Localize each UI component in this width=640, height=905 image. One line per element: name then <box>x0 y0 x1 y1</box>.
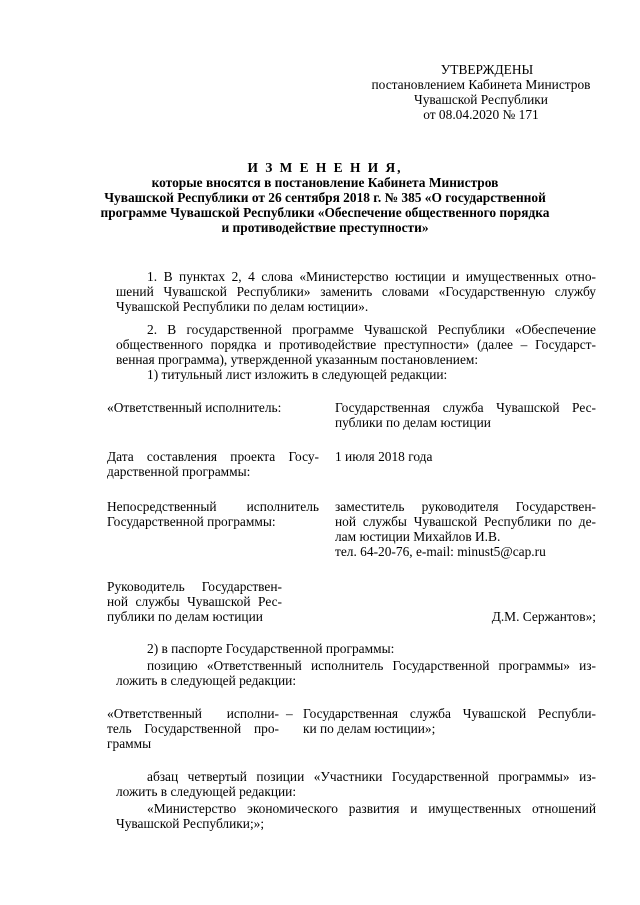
text-line: «Министерство экономического развития и имущественных отношений <box>147 801 596 816</box>
cell-text: ки по делам юстиции»; <box>303 721 436 736</box>
table1-r2-left <box>107 449 319 479</box>
approval-line: постановлением Кабинета Министров <box>371 77 591 92</box>
title-line: и противодействие преступности» <box>221 220 429 235</box>
text-line: 2. В государственной программе Чувашской Республики «Обеспечение <box>147 322 596 337</box>
paragraph-2-item <box>147 367 447 382</box>
text-line: ложить в следующей редакции: <box>116 673 297 688</box>
approval-line: Чувашской Республики <box>414 92 548 107</box>
table2-right <box>303 706 596 736</box>
cell-text: ной службы Чувашской Рес- <box>107 594 282 609</box>
text-line: общественного порядка и противодействие преступности» (далее – Государст- <box>116 337 596 352</box>
cell-text: тель Государственной про- <box>107 721 279 736</box>
paragraph-5-cont <box>116 816 596 831</box>
table2-left <box>107 706 279 751</box>
cell-text: лам юстиции Михайлов И.В. <box>335 529 501 544</box>
text-line: ложить в следующей редакции: <box>116 784 297 799</box>
approval-date: от 08.04.2020 № 171 <box>423 107 539 122</box>
text-line: 1. В пунктах 2, 4 слова «Министерство юстиции и имущественных отно- <box>147 269 596 284</box>
cell-text: Дата составления проекта Госу- <box>107 449 319 464</box>
paragraph-2-first <box>147 322 596 337</box>
approval-block <box>356 62 606 122</box>
table1-r3-right <box>335 499 596 559</box>
document-title <box>60 160 590 235</box>
cell-text: Государственной программы: <box>107 514 276 529</box>
title-line: Чувашской Республики от 26 сентября 2018 г. № 385 «О государственной <box>104 190 546 205</box>
cell-text: Государственная служба Чувашской Республи- <box>303 706 596 721</box>
text-line: позицию «Ответственный исполнитель Государственной программы» из- <box>147 658 596 673</box>
cell-text: 1 июля 2018 года <box>335 449 433 464</box>
cell-text: тел. 64-20-76, e-mail: minust5@cap.ru <box>335 544 546 559</box>
cell-text: – <box>286 706 293 721</box>
paragraph-2 <box>116 337 596 367</box>
cell-text: граммы <box>107 736 152 751</box>
cell-text: Непосредственный исполнитель <box>107 499 319 514</box>
table1-r1-left <box>107 400 317 415</box>
table1-r3-left <box>107 499 319 529</box>
paragraph-3-cont <box>116 673 596 688</box>
text-line: 2) в паспорте Государственной программы: <box>147 641 395 656</box>
cell-text: Государственная служба Чувашской Рес- <box>335 400 596 415</box>
text-line: венная программа), утвержденной указанным постановлением: <box>116 352 479 367</box>
title-line: которые вносятся в постановление Кабинета Министров <box>151 175 499 190</box>
paragraph-3-item <box>147 641 394 656</box>
text-line: 1) титульный лист изложить в следующей редакции: <box>147 367 448 382</box>
paragraph-4 <box>147 769 596 784</box>
text-line: Чувашской Республики;»; <box>116 816 265 831</box>
table1-r2-right <box>335 449 596 464</box>
paragraph-1 <box>116 284 596 314</box>
paragraph-5 <box>147 801 596 816</box>
title-line: программе Чувашской Республики «Обеспечение общественного порядка <box>100 205 550 220</box>
cell-text: ной службы Чувашской Республики по де- <box>335 514 596 529</box>
cell-text: «Ответственный исполни- <box>107 706 279 721</box>
cell-text: дарственной программы: <box>107 464 251 479</box>
cell-text: публики по делам юстиции <box>335 415 491 430</box>
paragraph-3 <box>147 658 596 673</box>
table2-dash <box>286 706 293 721</box>
signature-position <box>107 579 282 624</box>
paragraph-1-first <box>147 269 596 284</box>
cell-text: «Ответственный исполнитель: <box>107 400 282 415</box>
text-line: Чувашской Республики по делам юстиции». <box>116 299 369 314</box>
paragraph-4-cont <box>116 784 596 799</box>
cell-text: Руководитель Государствен- <box>107 579 282 594</box>
signature-name <box>470 609 596 624</box>
approval-heading: УТВЕРЖДЕНЫ <box>440 62 534 77</box>
table1-r1-right <box>335 400 596 430</box>
cell-text: публики по делам юстиции <box>107 609 263 624</box>
text-line: абзац четвертый позиции «Участники Государственной программы» из- <box>147 769 596 784</box>
text-line: шений Чувашской Республики» заменить словами «Государственную службу <box>116 284 596 299</box>
cell-text: Д.М. Сержантов»; <box>491 609 596 624</box>
cell-text: заместитель руководителя Государствен- <box>335 499 596 514</box>
title-heading: И З М Е Н Е Н И Я, <box>247 160 403 175</box>
